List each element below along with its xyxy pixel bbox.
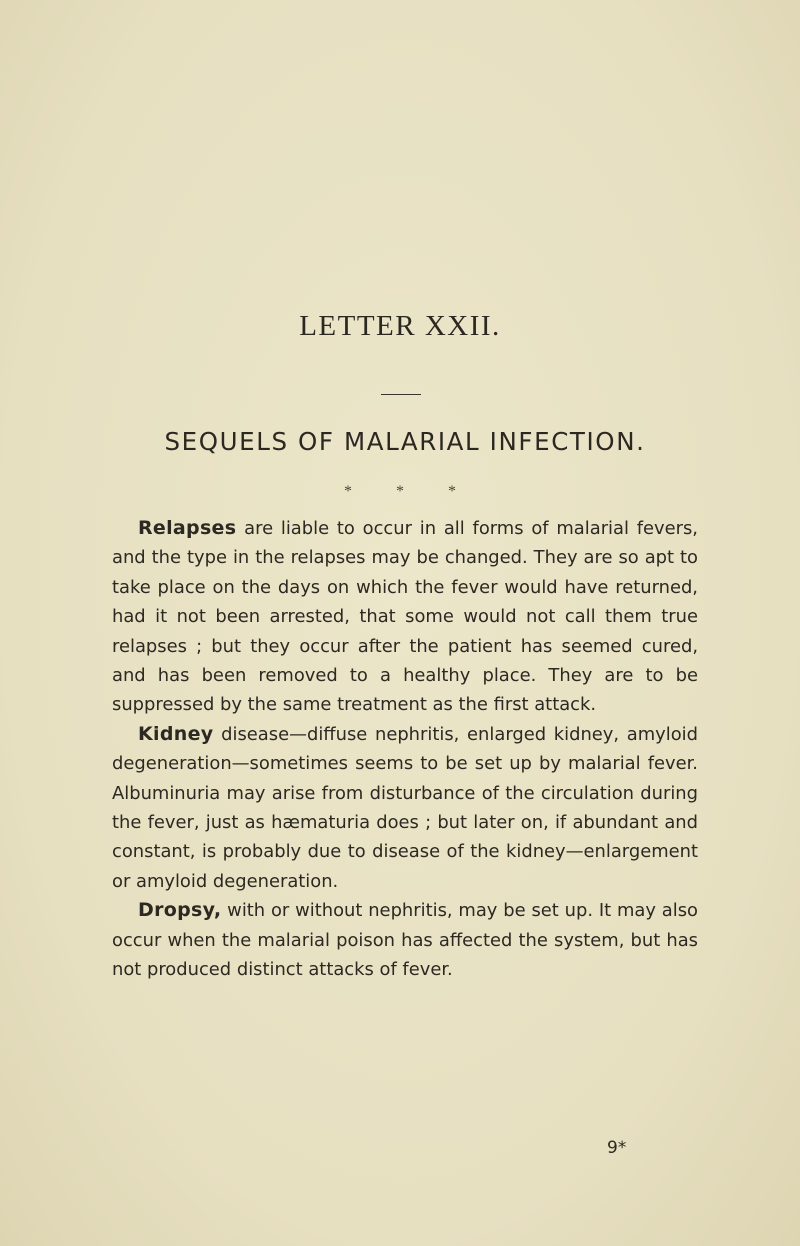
paragraph-text: with or without nephritis, may be set up. It may also occur when the malarial poison has affected the system, but has not produced distinct attacks of fever. [112,900,698,981]
paragraph-relapses [112,514,698,720]
paragraph-lead: Relapses [138,517,237,539]
paragraph-dropsy [112,896,698,984]
paragraph-lead: Kidney [138,722,214,745]
chapter-title: SEQUELS OF MALARIAL INFECTION. [164,427,646,456]
body-text [112,514,698,985]
heading-rule [381,394,421,395]
paragraph-text: disease—diffuse nephritis, enlarged kidney, amyloid degeneration—sometimes seems to be set up by malarial fever. Albuminuria may arise from disturbance of the circulation during the fever, just as hæmaturia does ; but later on, if abundant and constant, is probably due to disease of the kidney—enlargement or amyloid degeneration. [112,723,698,892]
letter-heading: LETTER XXII. [299,310,501,342]
asterism-ornament: * * * [344,483,456,500]
signature-mark: 9* [607,1138,627,1158]
paragraph-lead: Dropsy, [138,899,222,922]
paragraph-kidney [112,720,698,896]
paragraph-text: are liable to occur in all forms of malarial fevers, and the type in the relapses may be changed. They are so apt to take place on the days on which the fever would have returned, had it not been arrested, that some would not call them true relapses ; but they occur after the patient has seemed cured, and has been removed to a healthy place. They are to be suppressed by the same treatment as the first attack. [112,518,698,716]
